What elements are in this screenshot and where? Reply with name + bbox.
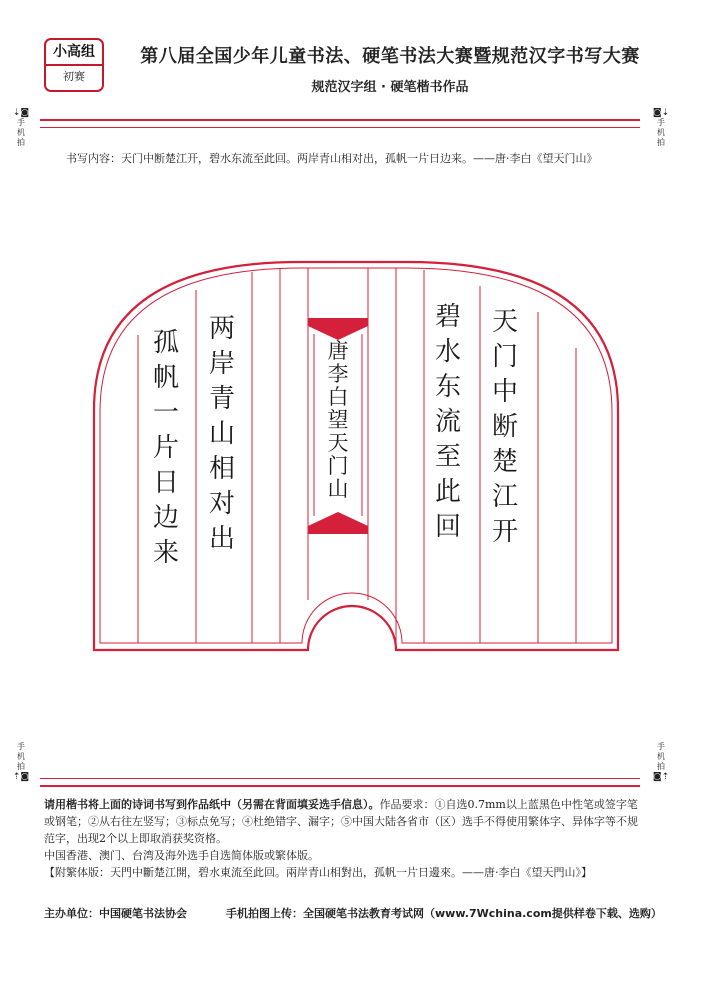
page-title: 第八届全国少年儿童书法、硬笔书法大赛暨规范汉字书写大赛 xyxy=(140,46,640,67)
requirements-lead: 请用楷书将上面的诗词书写到作品纸中（另需在背面填妥选手信息）。 xyxy=(44,798,380,811)
poem-line-2: 碧水东流至此回 xyxy=(434,302,461,542)
poem-line-4: 孤帆一片日边来 xyxy=(152,328,179,568)
badge-stage-label: 初赛 xyxy=(63,70,85,83)
upload-info: 手机拍图上传：全国硬笔书法教育考试网（www.7Wchina.com提供样卷下载、选购） xyxy=(226,907,662,920)
organizer: 主办单位：中国硬笔书法协会 xyxy=(44,907,187,920)
bottom-red-rule xyxy=(40,778,640,787)
photo-marker-bottom-right xyxy=(650,742,672,782)
camera-icon: ⇣◙ xyxy=(12,108,30,118)
badge-group-label: 小高组 xyxy=(46,40,102,66)
poem-column-3 xyxy=(206,312,238,557)
photo-marker-label: 手机拍 xyxy=(17,118,25,147)
camera-icon: ◙⇡ xyxy=(652,772,670,782)
poem-line-3: 两岸青山相对出 xyxy=(208,314,235,554)
writing-content: 书写内容：天门中断楚江开，碧水东流至此回。两岸青山相对出，孤帆一片日边来。——唐·李白《望天门山》 xyxy=(66,152,598,165)
requirements-text: 作品要求：①自选0.7mm以上蓝黑色中性笔或签字笔或钢笔；②从右往左竖写；③标点免写；④杜绝错字、漏字；⑤中国大陆各省市（区）选手不得使用繁体字、异体字等不规范字，出现2个以上即取消获奖资格。 xyxy=(44,798,638,845)
page-subtitle: 规范汉字组 · 硬笔楷书作品 xyxy=(311,80,469,95)
camera-icon: ◙⇣ xyxy=(652,108,670,118)
photo-marker-label: 手机拍 xyxy=(657,118,665,147)
poem-line-1: 天门中断楚江开 xyxy=(491,307,518,547)
poem-column-1 xyxy=(489,305,521,550)
requirements-overseas: 中国香港、澳门、台湾及海外选手自选简体版或繁体版。 xyxy=(44,849,319,862)
traditional-version: 【附繁体版：天門中斷楚江開，碧水東流至此回。兩岸青山相對出，孤帆一片日邊來。——唐·李白《望天門山》】 xyxy=(44,866,592,879)
camera-icon: ⇡◙ xyxy=(12,772,30,782)
signature-column xyxy=(323,340,353,501)
poem-column-2 xyxy=(432,300,464,545)
requirements-block xyxy=(44,796,644,881)
photo-marker-bottom-left xyxy=(10,742,32,782)
photo-marker-label: 手机拍 xyxy=(17,742,25,771)
signature-text: 唐李白望天门山 xyxy=(327,339,349,501)
poem-column-4 xyxy=(150,326,182,571)
photo-marker-label: 手机拍 xyxy=(657,742,665,771)
